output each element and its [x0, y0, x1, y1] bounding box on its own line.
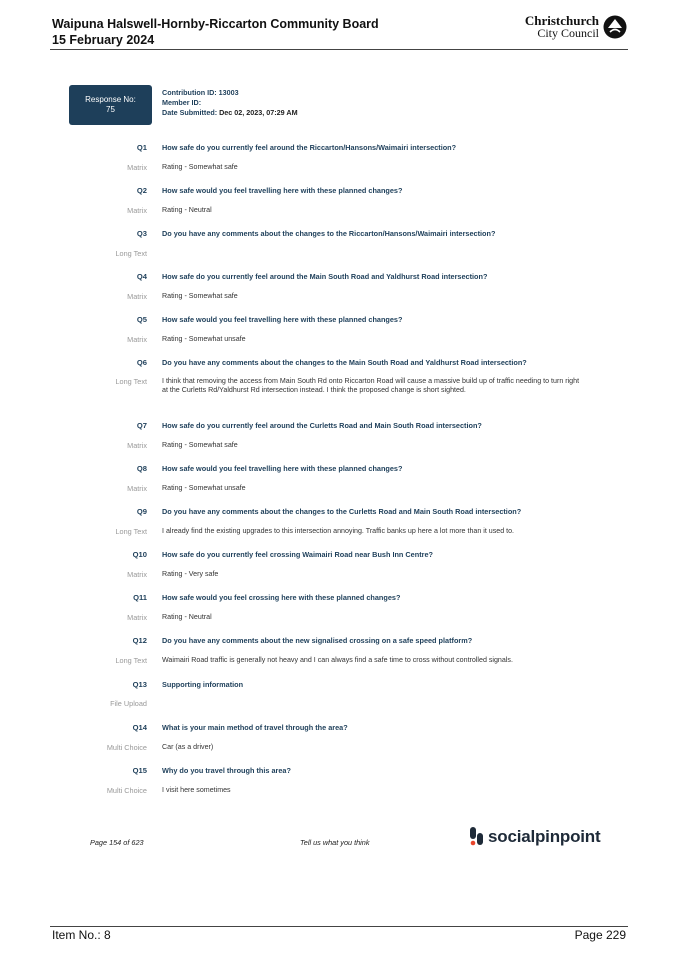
answer-text: Rating - Very safe [162, 570, 219, 578]
question-row [0, 272, 675, 286]
date-submitted-value: Dec 02, 2023, 07:29 AM [219, 108, 298, 117]
question-number: Q7 [136, 421, 147, 430]
council-logo [525, 15, 627, 39]
question-text: How safe would you feel travelling here with these planned changes? [162, 464, 403, 473]
question-number: Q12 [132, 636, 147, 645]
question-type: Matrix [127, 570, 147, 579]
question-type: Matrix [127, 206, 147, 215]
question-type: Matrix [127, 292, 147, 301]
question-number: Q1 [136, 143, 147, 152]
question-row [0, 229, 675, 243]
question-text: Why do you travel through this area? [162, 766, 291, 775]
report-page-number: Page 154 of 623 [90, 838, 144, 847]
contribution-id: Contribution ID: 13003 [162, 88, 239, 97]
pinpoint-mark-icon [470, 827, 484, 847]
footer-divider [50, 926, 628, 927]
question-row [0, 636, 675, 650]
question-row [0, 358, 675, 372]
question-type: Matrix [127, 613, 147, 622]
logo-line-1: Christchurch [524, 13, 599, 28]
question-number: Q4 [136, 272, 147, 281]
question-text: Do you have any comments about the changes to the Curletts Road and Main South Road intersection? [162, 507, 522, 516]
question-text: How safe would you feel crossing here with these planned changes? [162, 593, 401, 602]
question-type: Multi Choice [106, 786, 147, 795]
question-row [0, 464, 675, 478]
question-row [0, 723, 675, 737]
date-submitted-label: Date Submitted: [162, 108, 218, 117]
question-text: Do you have any comments about the changes to the Riccarton/Hansons/Waimairi intersection? [162, 229, 496, 238]
question-type: Matrix [127, 335, 147, 344]
question-number: Q3 [136, 229, 147, 238]
question-type: File Upload [110, 699, 147, 708]
question-number: Q6 [136, 358, 147, 367]
answer-text: Rating - Somewhat safe [162, 441, 238, 449]
question-number: Q15 [132, 766, 147, 775]
socialpinpoint-logo [470, 827, 600, 847]
footer-tagline: Tell us what you think [300, 838, 370, 847]
answer-text: Rating - Somewhat unsafe [162, 335, 246, 343]
member-id: Member ID: [162, 98, 202, 107]
question-number: Q10 [132, 550, 147, 559]
question-text: Do you have any comments about the new signalised crossing on a safe speed platform? [162, 636, 473, 645]
response-number-box [69, 85, 152, 125]
submission-meta [162, 88, 298, 118]
question-type: Long Text [115, 377, 147, 386]
question-row [0, 680, 675, 694]
answer-text: Car (as a driver) [162, 743, 214, 751]
question-number: Q9 [136, 507, 147, 516]
question-text: How safe do you currently feel crossing Waimairi Road near Bush Inn Centre? [162, 550, 433, 559]
logo-line-2: City Council [537, 26, 599, 40]
question-row [0, 507, 675, 521]
question-number: Q14 [132, 723, 147, 732]
question-text: Do you have any comments about the changes to the Main South Road and Yaldhurst Road intersection? [162, 358, 527, 367]
board-title: Waipuna Halswell-Hornby-Riccarton Community Board [52, 17, 379, 31]
question-text: How safe do you currently feel around the Riccarton/Hansons/Waimairi intersection? [162, 143, 457, 152]
question-type: Long Text [115, 656, 147, 665]
answer-text: Rating - Neutral [162, 206, 212, 214]
question-row [0, 186, 675, 200]
question-row [0, 550, 675, 564]
question-number: Q11 [133, 593, 147, 602]
header-divider [50, 49, 628, 50]
question-text: What is your main method of travel through the area? [162, 723, 348, 732]
answer-text: Rating - Somewhat unsafe [162, 484, 246, 492]
brand-name: socialpinpoint [488, 827, 601, 846]
answer-text: I visit here sometimes [162, 786, 231, 794]
answer-text: Waimairi Road traffic is generally not heavy and I can always find a safe time to cross without controlled signals. [162, 656, 513, 664]
question-type: Long Text [115, 249, 147, 258]
question-row [0, 421, 675, 435]
question-number: Q5 [136, 315, 147, 324]
question-text: How safe do you currently feel around the Main South Road and Yaldhurst Road intersection? [162, 272, 488, 281]
question-row [0, 593, 675, 607]
question-number: Q8 [136, 464, 147, 473]
council-emblem-icon [603, 15, 627, 39]
question-text: How safe do you currently feel around the Curletts Road and Main South Road intersection? [162, 421, 482, 430]
question-number: Q13 [132, 680, 147, 689]
page-number: Page 229 [574, 928, 626, 942]
item-number: Item No.: 8 [52, 928, 111, 942]
question-row [0, 315, 675, 329]
answer-text: Rating - Neutral [162, 613, 212, 621]
question-row [0, 766, 675, 780]
question-text: How safe would you feel travelling here with these planned changes? [162, 315, 403, 324]
question-type: Matrix [127, 484, 147, 493]
answer-text: Rating - Somewhat safe [162, 163, 238, 171]
question-number: Q2 [136, 186, 147, 195]
answer-text: I think that removing the access from Main South Rd onto Riccarton Road will cause a massive build up of traffic needing to turn right at the Curletts Rd/Yaldhurst Rd intersection instead. I think the proposed change is short sighted. [162, 377, 580, 394]
question-text: Supporting information [162, 680, 244, 689]
question-text: How safe would you feel travelling here with these planned changes? [162, 186, 403, 195]
question-type: Multi Choice [106, 743, 147, 752]
meeting-date: 15 February 2024 [52, 33, 155, 47]
document-header [52, 16, 379, 48]
answer-text: I already find the existing upgrades to this intersection annoying. Traffic banks up here a lot more than it used to. [162, 527, 515, 535]
question-type: Matrix [127, 441, 147, 450]
question-type: Long Text [115, 527, 147, 536]
response-label: Response No: [85, 95, 136, 104]
answer-text: Rating - Somewhat safe [162, 292, 238, 300]
question-type: Matrix [127, 163, 147, 172]
response-number: 75 [106, 105, 115, 114]
question-row [0, 143, 675, 157]
